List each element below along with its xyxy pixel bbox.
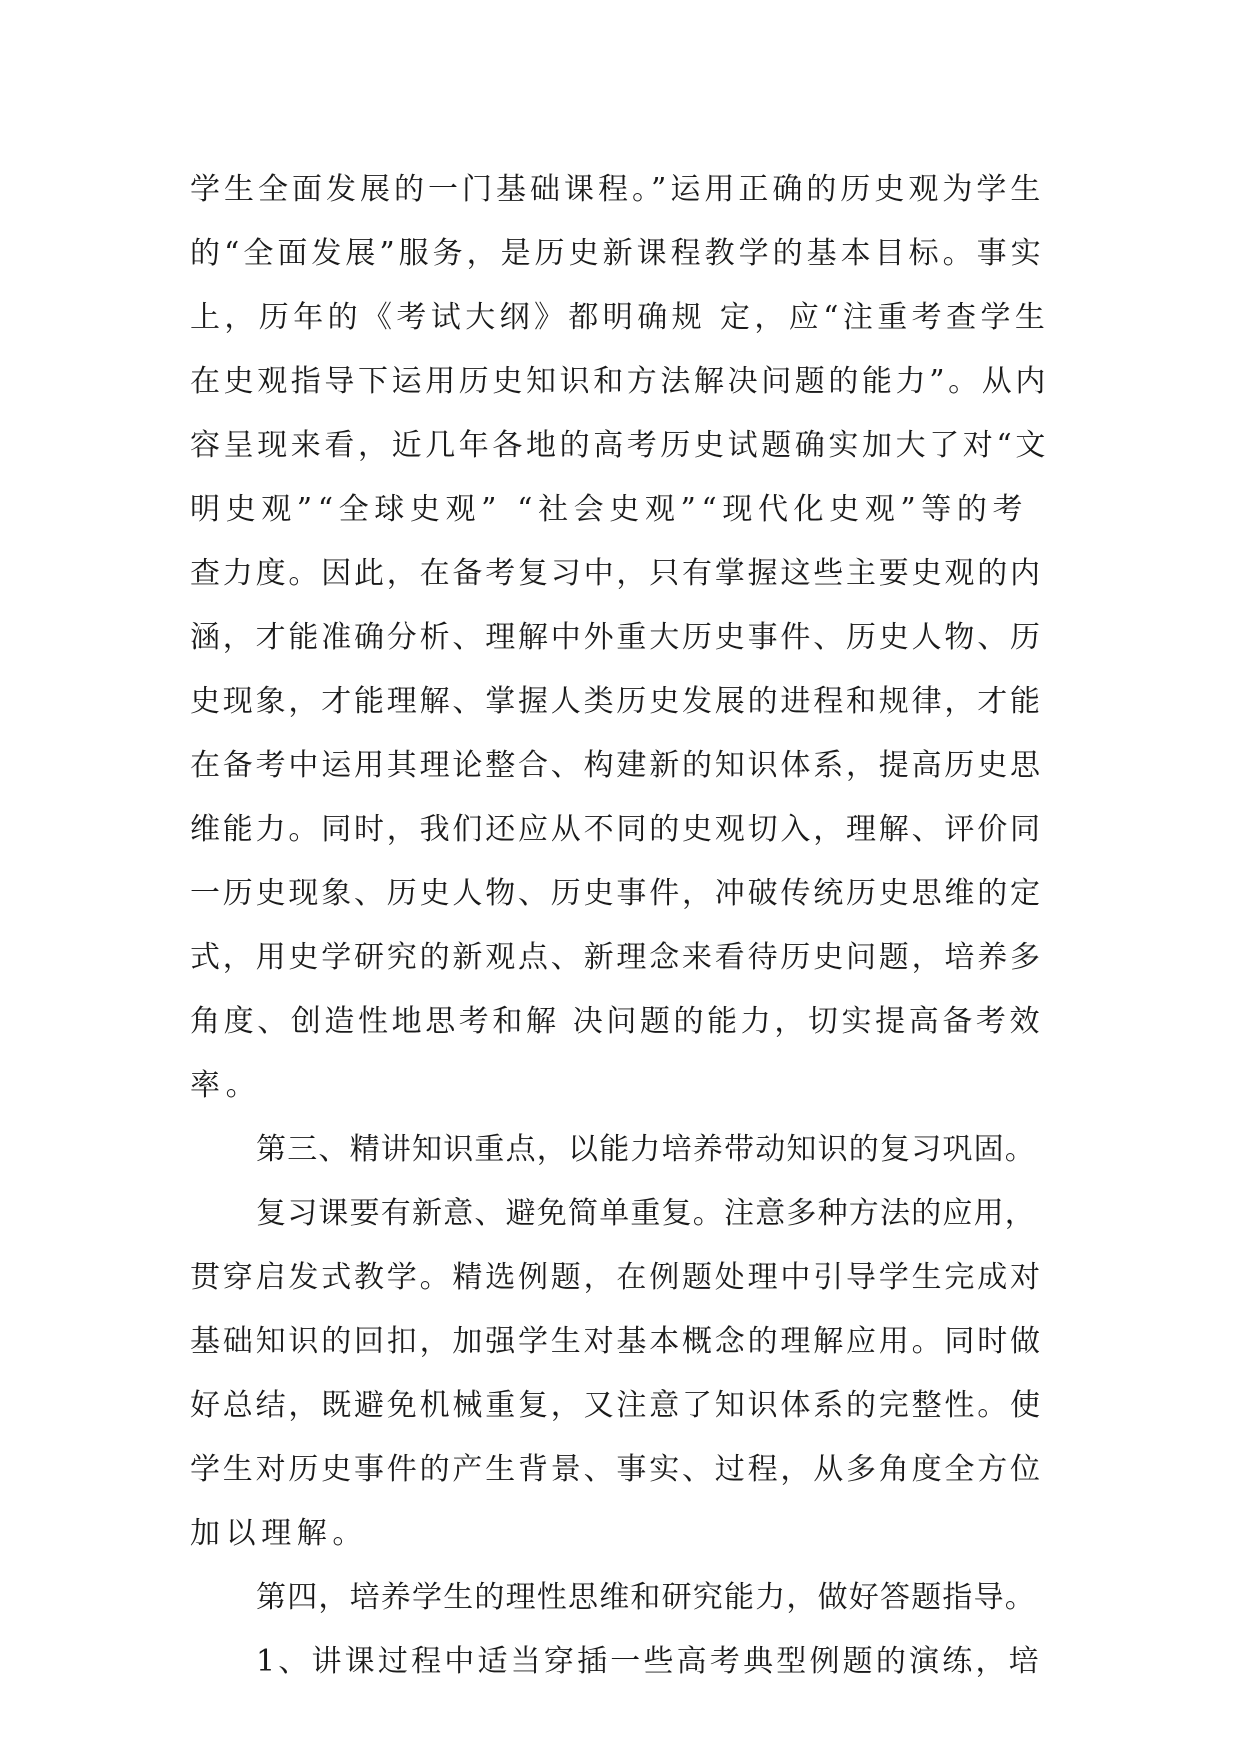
text-line: 学生全面发展的一门基础课程。”运用正确的历史观为学生 [190,172,1045,207]
text-line: 一历史现象、历史人物、历史事件，冲破传统历史思维的定 [190,876,1043,911]
text-line: 在史观指导下运用历史知识和方法解决问题的能力”。从内 [190,364,1049,399]
section-heading: 第三、精讲知识重点，以能力培养带动知识的复习巩固。 [256,1132,1036,1167]
text-line: 查力度。因此，在备考复习中，只有掌握这些主要史观的内 [190,556,1043,591]
text-line: 学生对历史事件的产生背景、事实、过程，从多角度全方位 [190,1452,1043,1487]
text-line: 的“全面发展”服务，是历史新课程教学的基本目标。事实 [190,236,1045,271]
section-heading: 第四，培养学生的理性思维和研究能力，做好答题指导。 [256,1580,1036,1615]
document-page [190,158,1050,1694]
text-line: 加以理解。 [190,1516,368,1551]
text-line: 涵，才能准确分析、理解中外重大历史事件、历史人物、历 [190,620,1043,655]
text-line: 角度、创造性地思考和解 决问题的能力，切实提高备考效 [190,1004,1044,1039]
text-line: 1、讲课过程中适当穿插一些高考典型例题的演练，培 [256,1644,1042,1679]
text-line: 式，用史学研究的新观点、新理念来看待历史问题，培养多 [190,940,1043,975]
text-line: 维能力。同时，我们还应从不同的史观切入，理解、评价同 [190,812,1043,847]
text-line: 上，历年的《考试大纲》都明确规 定，应“注重考查学生 [190,300,1050,335]
text-line: 在备考中运用其理论整合、构建新的知识体系，提高历史思 [190,748,1043,783]
text-line: 基础知识的回扣，加强学生对基本概念的理解应用。同时做 [190,1324,1043,1359]
text-line: 率。 [190,1068,262,1103]
text-line: 容呈现来看，近几年各地的高考历史试题确实加大了对“文 [190,428,1049,463]
text-line: 史现象，才能理解、掌握人类历史发展的进程和规律，才能 [190,684,1043,719]
text-line: 贯穿启发式教学。精选例题，在例题处理中引导学生完成对 [190,1260,1043,1295]
text-line: 明史观”“全球史观” “社会史观”“现代化史观”等的考 [190,492,1029,527]
text-line: 好总结，既避免机械重复，又注意了知识体系的完整性。使 [190,1388,1043,1423]
text-line: 复习课要有新意、避免简单重复。注意多种方法的应用， [256,1196,1036,1231]
